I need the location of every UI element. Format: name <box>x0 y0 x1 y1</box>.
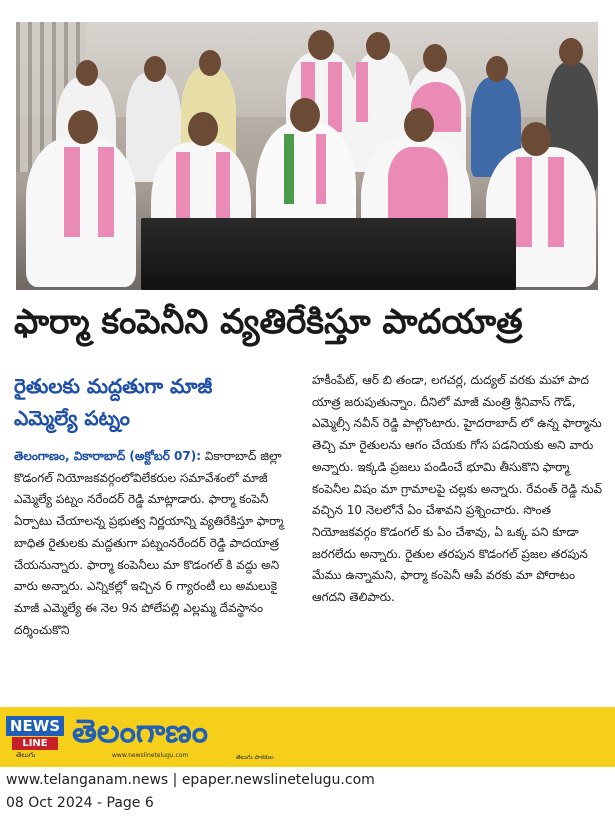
person-head <box>423 44 447 72</box>
article-headline: ఫార్మా కంపెనీని వ్యతిరేకిస్తూ పాదయాత్ర <box>14 302 523 342</box>
pink-scarf <box>98 147 114 237</box>
person-head <box>76 60 98 86</box>
person-head <box>68 110 98 144</box>
logo-telugu-word: తెలుగు <box>16 751 36 759</box>
pink-scarf <box>548 157 564 247</box>
article-dateline: తెలంగాణం, వికారాబాద్ (అక్టోబర్ 07): <box>14 449 202 463</box>
person-head <box>290 98 320 132</box>
logo-line-word: LINE <box>12 737 58 750</box>
person-head <box>144 56 166 82</box>
pink-scarf <box>316 134 326 204</box>
person-head <box>366 32 390 60</box>
article-column-left <box>14 446 300 641</box>
pink-scarf <box>516 157 532 247</box>
person-head <box>308 30 334 60</box>
press-meet-photo <box>16 22 598 290</box>
person-head <box>404 108 434 142</box>
logo-news-word: NEWS <box>6 716 64 736</box>
person <box>26 137 136 287</box>
article-subhead: రైతులకు మద్దతుగా మాజీ ఎమ్మెల్యే పట్నం <box>14 374 213 430</box>
pink-scarf <box>356 62 368 122</box>
person-head <box>521 122 551 156</box>
brand-url: www.newslinetelugu.com <box>112 752 189 759</box>
press-table <box>141 218 516 290</box>
person-head <box>199 50 221 76</box>
person-head <box>188 112 218 146</box>
person-head <box>486 56 508 82</box>
article-left-body: వికారాబాద్ జిల్లా కొడంగల్ నియోజకవర్గంలోవిలేకరుల సమావేశంలో మాజీ ఎమ్మెల్యే పట్నం నరేందర్ రెడ్డి మాట్లాడారు. ఫార్మా కంపెనీ ఏర్పాటు చేయాలన్న ప్రభుత్వ నిర్ణయాన్ని వ్యతిరేకిస్తూ ఫార్మా బాధిత రైతులకు మద్దతుగా పట్నంనరేందర్ రెడ్డి పాదయాత్ర చేయనున్నారు. ఫార్మా కంపెనీలు మా కొడంగల్ కి వద్దు అని వారు అన్నారు. ఎన్నికల్లో ఇచ్చిన 6 గ్యారంటీ లు అమలుకై మాజీ ఎమ్మెల్యే ఈ నెల 9న పోలేపల్లి ఎల్లమ్మ దేవస్థానం దర్శించుకొని <box>14 449 284 637</box>
brand-tagline: తెలుగు పాఠకుల <box>236 754 274 761</box>
newsline-logo <box>6 716 66 759</box>
pink-scarf <box>328 62 342 132</box>
brand-name: తెలంగాణం <box>72 712 208 750</box>
footer-date-page: 08 Oct 2024 - Page 6 <box>6 795 154 811</box>
person-head <box>559 38 583 66</box>
pink-scarf <box>388 147 448 227</box>
article-column-right: హకీంపేట్, ఆర్ బి తండా, లగచర్ల, దుద్యల్ వరకు మహా పాద యాత్ర జరుపుతున్నాం. దీనిలో మాజీ మంత్రి శ్రీనివాస్ గౌడ్, ఎమ్మెల్సీ నవీన్ రెడ్డి పాల్గొంటారు. హైదరాబాద్ లో ఉన్న ఫార్మాను తెచ్చి మా రైతులను ఆగం చేయకు గోస పడనియకు అని వారు అన్నారు. ఇక్కడి ప్రజలు పండించే భూమి తీసుకొని ఫార్మా కంపెనీల విషం మా గ్రామాలపై చల్లకు అన్నారు. రేవంత్ రెడ్డి నువ్ వచ్చిన 10 నెలలోనే ఏం చేశావని ప్రశ్నించారు. సొంత నియోజకవర్గం కొడంగల్ కు ఏం చేశావు, ఏ ఒక్క పని కూడా జరగలేదు అన్నారు. రైతుల తరపున కొడంగల్ ప్రజల తరపున మేము ఉన్నామని, ఫార్మా కంపెనీ ఆపే వరకు మా పోరాటం ఆగదని తెలిపారు. <box>312 373 603 605</box>
footer-sites: www.telanganam.news | epaper.newslinetelugu.com <box>6 772 375 788</box>
pink-scarf <box>64 147 80 237</box>
green-scarf <box>284 134 294 204</box>
